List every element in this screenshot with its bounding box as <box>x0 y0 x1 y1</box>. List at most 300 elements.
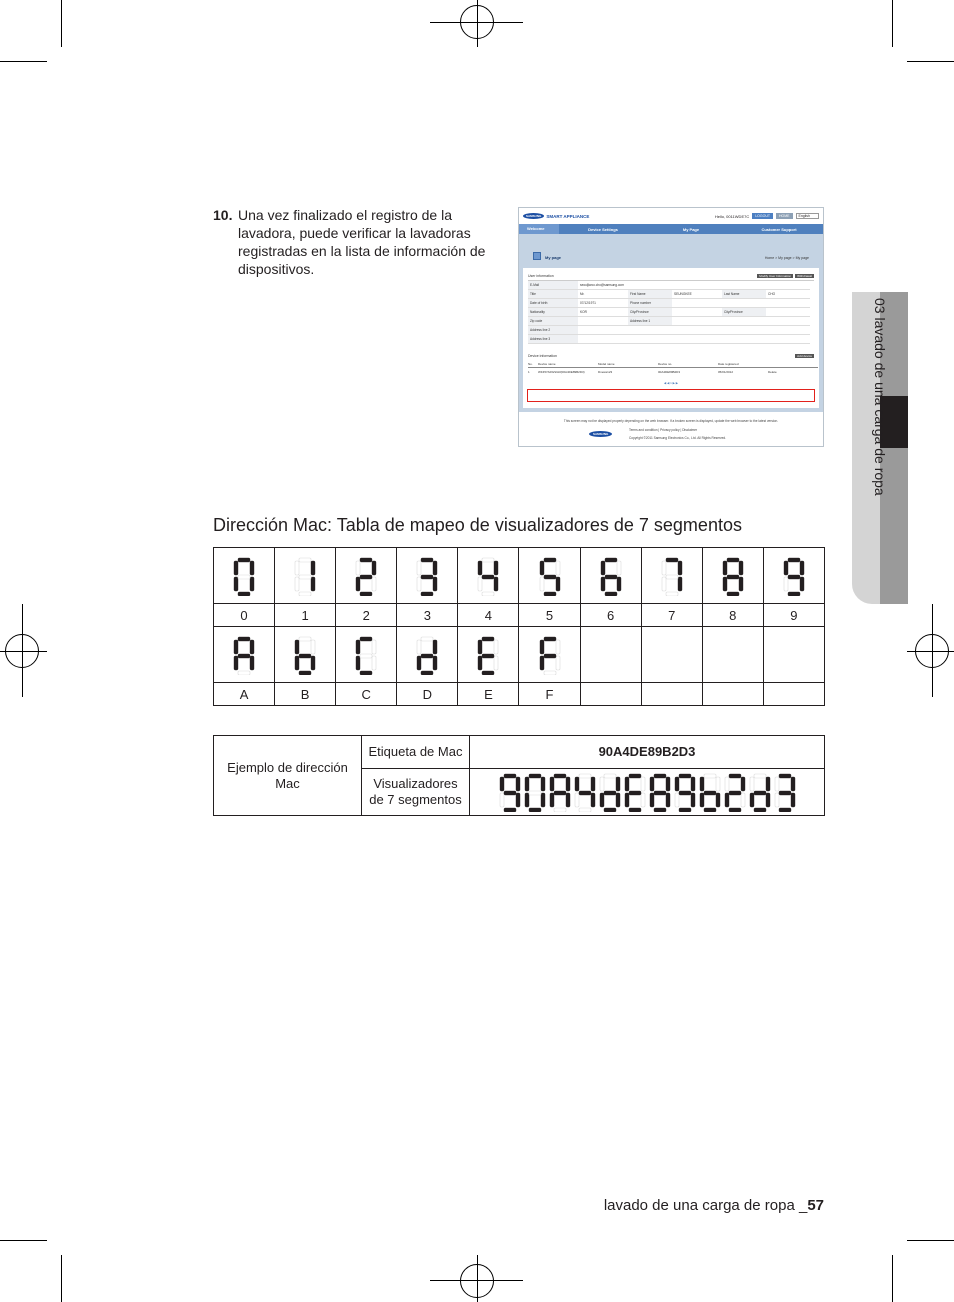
segment <box>666 793 670 807</box>
segment <box>625 777 629 791</box>
glyph-label: 7 <box>641 604 702 627</box>
crop-mark <box>61 1255 62 1302</box>
pager[interactable]: ◀ ◀ 1 ▶ ▶ <box>663 381 679 385</box>
glyph-cell <box>580 627 641 683</box>
glyph-cell <box>397 627 458 683</box>
segment <box>544 637 556 641</box>
segment <box>544 671 556 675</box>
segment <box>727 592 739 596</box>
segment <box>650 793 654 807</box>
segment <box>494 577 498 591</box>
segment <box>641 777 645 791</box>
glyph-label: 8 <box>702 604 763 627</box>
glyph-label: 3 <box>397 604 458 627</box>
my-page-icon <box>533 252 541 260</box>
segment <box>704 791 716 795</box>
user-info-table <box>528 280 814 344</box>
segment <box>433 577 437 591</box>
seven-segment-glyph <box>774 772 796 812</box>
withdrawal-button[interactable]: Withdrawal <box>797 274 812 278</box>
registration-line <box>477 0 478 47</box>
segment <box>234 561 238 575</box>
segment <box>666 575 678 579</box>
segment <box>604 774 616 778</box>
segment <box>788 592 800 596</box>
screenshot-footer <box>519 414 823 447</box>
segment <box>478 640 482 654</box>
seven-segment-glyph <box>294 556 316 596</box>
segment <box>295 577 299 591</box>
breadcrumb: Home > My page > My page <box>764 256 809 260</box>
segment <box>700 793 704 807</box>
glyph-cell <box>397 548 458 604</box>
glyph-cell <box>519 627 580 683</box>
segment-mapping-table <box>213 547 825 706</box>
home-button[interactable]: HOME <box>776 213 793 219</box>
column-header: Date registered <box>718 360 768 368</box>
segment <box>766 793 770 807</box>
segment <box>605 558 617 562</box>
registration-line <box>907 651 954 652</box>
table-cell: 1 <box>528 370 530 374</box>
mac-label-title: Etiqueta de Mac <box>362 736 470 769</box>
segment <box>433 640 437 654</box>
segment <box>250 561 254 575</box>
delete-device-button[interactable]: Delete <box>768 370 777 374</box>
segment <box>729 808 741 812</box>
segment <box>784 577 788 591</box>
segment <box>250 640 254 654</box>
table-cell <box>578 326 628 335</box>
segment <box>729 791 741 795</box>
seven-segment-glyph <box>722 556 744 596</box>
segment <box>541 777 545 791</box>
table-cell: 07/12/1971 <box>578 299 628 308</box>
table-cell: 00A4DE89B2D3 <box>658 370 681 374</box>
segment <box>234 656 238 670</box>
segment <box>556 561 560 575</box>
seven-segment-glyph <box>524 772 546 812</box>
segment <box>238 558 250 562</box>
segment <box>679 808 691 812</box>
table-cell <box>672 335 722 344</box>
segment <box>554 774 566 778</box>
segment <box>700 777 704 791</box>
table-cell <box>722 317 766 326</box>
segment <box>654 791 666 795</box>
step-number: 10. <box>213 207 233 223</box>
seven-segment-glyph <box>549 772 571 812</box>
seven-segment-glyph <box>699 772 721 812</box>
segment <box>579 774 591 778</box>
segment <box>421 575 433 579</box>
table-cell <box>766 317 810 326</box>
table-cell: SEUNGKEE <box>672 290 722 299</box>
table-cell <box>672 317 722 326</box>
segment <box>666 558 678 562</box>
crop-mark <box>907 61 954 62</box>
mac-label-value: 90A4DE89B2D3 <box>470 736 825 769</box>
segment <box>299 671 311 675</box>
glyph-cell <box>214 627 275 683</box>
seven-segment-glyph <box>233 635 255 675</box>
table-cell <box>766 335 810 344</box>
segment <box>554 791 566 795</box>
segment <box>788 575 800 579</box>
column-header: Model name <box>598 360 658 368</box>
segment <box>311 561 315 575</box>
screenshot-body <box>519 234 823 412</box>
table-cell <box>578 317 628 326</box>
segment <box>494 640 498 654</box>
segment <box>421 592 433 596</box>
segment <box>482 654 494 658</box>
segment <box>295 640 299 654</box>
user-info-header <box>528 272 814 280</box>
segment <box>238 592 250 596</box>
segment <box>650 777 654 791</box>
glyph-cell <box>763 548 824 604</box>
segment <box>675 777 679 791</box>
table-cell <box>766 308 810 317</box>
segment <box>238 654 250 658</box>
seven-segment-glyph <box>355 635 377 675</box>
logout-button[interactable]: LOGOUT <box>752 213 773 219</box>
table-cell <box>672 308 722 317</box>
glyph-label <box>641 683 702 706</box>
glyph-label: 2 <box>336 604 397 627</box>
segment <box>601 577 605 591</box>
segment <box>372 577 376 591</box>
segment <box>311 577 315 591</box>
highlight-box <box>527 389 815 402</box>
crop-mark <box>892 0 893 47</box>
segment <box>678 577 682 591</box>
glyph-label: 9 <box>763 604 824 627</box>
segment <box>629 791 641 795</box>
segment <box>662 577 666 591</box>
table-cell: seouljiwoo.cho@samsung.com <box>578 281 628 290</box>
segment <box>234 640 238 654</box>
page-header <box>523 238 819 268</box>
glyph-cell <box>702 627 763 683</box>
segment <box>299 592 311 596</box>
segment <box>605 592 617 596</box>
segment <box>417 656 421 670</box>
nav-customer-support[interactable]: Customer Support <box>761 226 797 232</box>
segment <box>356 561 360 575</box>
nav-device-settings[interactable]: Device Settings <box>588 226 618 232</box>
segment <box>421 637 433 641</box>
segment <box>716 777 720 791</box>
info-panel <box>523 268 819 408</box>
table-cell <box>672 299 722 308</box>
segment <box>784 561 788 575</box>
segment <box>775 793 779 807</box>
table-cell <box>628 281 672 290</box>
segment <box>299 637 311 641</box>
crop-mark <box>0 1240 47 1241</box>
segment <box>360 592 372 596</box>
segment <box>779 808 791 812</box>
segment <box>544 558 556 562</box>
segment <box>529 774 541 778</box>
segment <box>516 793 520 807</box>
column-header: Device name <box>538 360 598 368</box>
segment <box>478 577 482 591</box>
glyph-label: 6 <box>580 604 641 627</box>
segment <box>679 791 691 795</box>
seven-segment-glyph <box>724 772 746 812</box>
glyph-cell <box>641 627 702 683</box>
segment <box>775 777 779 791</box>
segment <box>579 791 591 795</box>
segment <box>575 777 579 791</box>
segment <box>604 808 616 812</box>
segment <box>727 558 739 562</box>
segment <box>800 577 804 591</box>
glyph-cell <box>336 627 397 683</box>
app-name: SMART APPLIANCE <box>546 213 590 219</box>
segment <box>579 808 591 812</box>
segment <box>679 774 691 778</box>
glyph-label: 0 <box>214 604 275 627</box>
segment <box>540 640 544 654</box>
segment <box>704 808 716 812</box>
nav-welcome[interactable]: Welcome <box>519 224 559 234</box>
seven-segment-glyph <box>749 772 771 812</box>
modify-user-button[interactable]: Modify User Information <box>759 274 792 278</box>
glyph-row <box>214 627 825 683</box>
seven-segment-glyph <box>600 556 622 596</box>
seven-segment-glyph <box>599 772 621 812</box>
smart-appliance-screenshot <box>518 207 824 447</box>
segment <box>779 774 791 778</box>
table-cell: E-Mail <box>528 281 578 290</box>
registration-line <box>0 651 47 652</box>
segment <box>617 577 621 591</box>
add-device-button[interactable]: Add device <box>797 354 812 358</box>
table-cell <box>672 326 722 335</box>
section-heading: Dirección Mac: Tabla de mapeo de visualizadores de 7 segmentos <box>213 515 742 535</box>
table-cell: Address line 3 <box>528 335 578 344</box>
segment <box>654 774 666 778</box>
seven-segment-glyph <box>294 635 316 675</box>
glyph-cell <box>702 548 763 604</box>
segment <box>421 671 433 675</box>
segment <box>516 777 520 791</box>
glyph-cell <box>458 548 519 604</box>
mac-segment-display <box>470 769 825 816</box>
step-10 <box>213 206 495 278</box>
segment <box>541 793 545 807</box>
seven-segment-glyph <box>661 556 683 596</box>
glyph-cell <box>641 548 702 604</box>
table-cell <box>628 326 672 335</box>
segment <box>421 654 433 658</box>
segment <box>727 575 739 579</box>
table-cell: KOR <box>578 308 628 317</box>
page-number: 57 <box>807 1197 824 1214</box>
segment <box>725 777 729 791</box>
page-footer <box>604 1197 824 1214</box>
segment <box>540 577 544 591</box>
table-cell <box>628 335 672 344</box>
segment <box>525 793 529 807</box>
glyph-label: 4 <box>458 604 519 627</box>
language-select[interactable]: English <box>796 213 819 219</box>
segment <box>238 575 250 579</box>
table-cell: WF457ARGSGR(00A4DE89B2D3) <box>538 370 585 374</box>
registration-line <box>477 1255 478 1302</box>
table-cell: Date of birth <box>528 299 578 308</box>
segment <box>482 592 494 596</box>
label-row <box>214 604 825 627</box>
segment <box>600 777 604 791</box>
seven-segment-glyph <box>539 635 561 675</box>
segment <box>566 777 570 791</box>
glyph-cell <box>580 548 641 604</box>
table-cell <box>578 335 628 344</box>
segment <box>556 656 560 670</box>
crop-mark <box>0 61 47 62</box>
device-table <box>528 360 814 376</box>
table-cell: Phone number <box>628 299 672 308</box>
segment <box>741 793 745 807</box>
segment <box>540 561 544 575</box>
column-header <box>768 360 818 368</box>
column-header: No. <box>528 360 538 368</box>
segment <box>550 777 554 791</box>
segment <box>556 640 560 654</box>
segment <box>356 656 360 670</box>
segment <box>779 791 791 795</box>
segment <box>421 558 433 562</box>
seven-segment-glyph <box>624 772 646 812</box>
segment <box>529 791 541 795</box>
segment <box>529 808 541 812</box>
segment <box>754 808 766 812</box>
seven-segment-glyph <box>233 556 255 596</box>
segment <box>544 575 556 579</box>
nav-my-page[interactable]: My Page <box>682 226 700 232</box>
segment <box>800 561 804 575</box>
segment <box>691 777 695 791</box>
glyph-label <box>702 683 763 706</box>
segment <box>360 654 372 658</box>
glyph-label: F <box>519 683 580 706</box>
segment <box>766 777 770 791</box>
segment <box>741 777 745 791</box>
segment <box>525 777 529 791</box>
seven-segment-glyph <box>477 556 499 596</box>
segment <box>754 774 766 778</box>
segment <box>601 561 605 575</box>
table-cell <box>722 326 766 335</box>
segment <box>250 577 254 591</box>
segment <box>295 656 299 670</box>
step-text: Una vez finalizado el registro de la lavadora, puede verificar la lavadoras registradas en la lista de información de dispositivos. <box>238 207 486 277</box>
segment <box>482 575 494 579</box>
glyph-cell <box>336 548 397 604</box>
segment <box>504 774 516 778</box>
segment <box>500 777 504 791</box>
segment <box>739 561 743 575</box>
segment <box>723 561 727 575</box>
table-cell: Zip code <box>528 317 578 326</box>
table-cell: Dnews123 <box>598 370 613 374</box>
segment <box>433 656 437 670</box>
segment <box>750 777 754 791</box>
table-cell: City/Province <box>628 308 672 317</box>
screenshot-header <box>519 208 823 224</box>
segment <box>616 777 620 791</box>
main-nav <box>519 224 823 234</box>
segment <box>791 777 795 791</box>
segment <box>654 808 666 812</box>
segment <box>641 793 645 807</box>
chapter-tab-label: 03 lavado de una carga de ropa <box>872 298 888 496</box>
glyph-cell <box>214 548 275 604</box>
segment <box>556 577 560 591</box>
registration-line <box>932 604 933 697</box>
footer-links[interactable]: Terms and condition | Privacy policy | Disclaimer <box>629 428 698 432</box>
seven-segment-glyph <box>574 772 596 812</box>
segment <box>788 558 800 562</box>
seven-segment-glyph <box>499 772 521 812</box>
segment <box>504 808 516 812</box>
table-cell <box>766 326 810 335</box>
seven-segment-glyph <box>783 556 805 596</box>
segment <box>666 777 670 791</box>
glyph-row <box>214 548 825 604</box>
segment <box>299 575 311 579</box>
segment <box>417 561 421 575</box>
segment <box>600 793 604 807</box>
glyph-cell <box>763 627 824 683</box>
samsung-logo: SAMSUNG <box>523 213 544 219</box>
glyph-label: C <box>336 683 397 706</box>
glyph-label: E <box>458 683 519 706</box>
segment <box>625 793 629 807</box>
segment <box>299 654 311 658</box>
crop-mark <box>61 0 62 47</box>
segment <box>356 577 360 591</box>
example-label: Ejemplo de dirección Mac <box>214 736 362 816</box>
segment <box>675 793 679 807</box>
browser-notice: This screen may not be displayed properly depending on the web browser. If a broken screen is displayed, update the web browser to the latest version. <box>563 419 779 423</box>
segment <box>478 656 482 670</box>
table-cell: Address line 1 <box>628 317 672 326</box>
segment <box>504 791 516 795</box>
segment <box>691 793 695 807</box>
mac-example-table <box>213 735 825 816</box>
table-cell: Last Name <box>722 290 766 299</box>
segment <box>494 561 498 575</box>
user-info-title: User information <box>528 274 554 278</box>
table-cell: Address line 2 <box>528 326 578 335</box>
segment <box>234 577 238 591</box>
segment <box>360 671 372 675</box>
table-cell <box>722 281 766 290</box>
table-cell: CHO <box>766 290 810 299</box>
glyph-label: A <box>214 683 275 706</box>
table-cell <box>766 281 810 290</box>
segment <box>566 793 570 807</box>
segment <box>716 793 720 807</box>
seven-segment-glyph <box>649 772 671 812</box>
segment <box>754 791 766 795</box>
